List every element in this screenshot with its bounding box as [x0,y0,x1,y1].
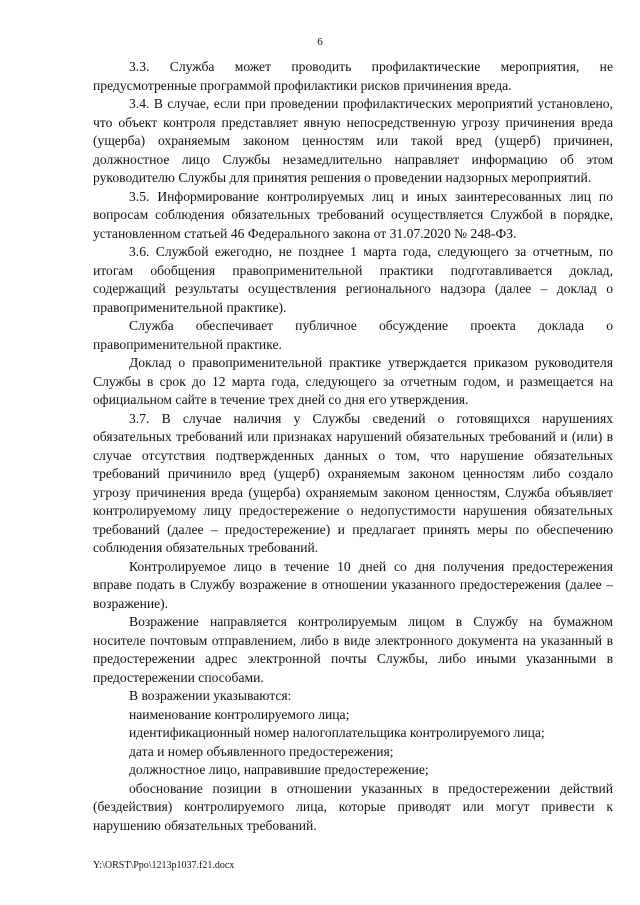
paragraph-report-approval: Доклад о правоприменительной практике утверждается приказом руководителя Службы в срок до 12 марта года, следующего за отчетным годом, и размещается на официальном сайте в течение трех дней со дня его утверждения. [93,355,613,407]
list-item: должностное лицо, направившие предостережение; [129,762,429,777]
paragraph-3-3: 3.3. Служба может проводить профилактические мероприятия, не предусмотренные программой профилактики рисков причинения вреда. [93,59,613,93]
paragraph-objection-right: Контролируемое лицо в течение 10 дней со дня получения предостережения вправе подать в Службу возражение в отношении указанного предостережения (далее – возражение). [93,558,613,611]
paragraph-3-5: 3.5. Информирование контролируемых лиц и иных заинтересованных лиц по вопросам соблюдения обязательных требований осуществляется Службой в порядке, установленном статьей 46 Федерального закона от 31.07.2020 № 248-ФЗ. [93,188,613,241]
document-body [93,58,613,835]
paragraph-discussion: Служба обеспечивает публичное обсуждение проекта доклада о правоприменительной практике. [93,318,613,352]
closing-paragraph: обоснование позиции в отношении указанных в предостережении действий (бездействия) контролируемого лица, которые приводят или могут привести к нарушению обязательных требований. [93,780,613,833]
list-item: идентификационный номер налогоплательщика контролируемого лица; [129,725,545,740]
list-intro: В возражении указываются: [129,688,292,703]
page-number: 6 [317,36,323,48]
paragraph-3-7: 3.7. В случае наличия у Службы сведений о готовящихся нарушениях обязательных требований или признаках нарушений обязательных требований и (или) в случае отсутствия подтвержденных данных о том, что нарушение обязательных требований причинило вред (ущерб) охраняемым законом ценностям либо создало угрозу причинения вреда (ущерба) охраняемым законом ценностям, Служба объявляет контролируемому лицу предостережение о недопустимости нарушения обязательных требований (далее – предостережение) и предлагает принять меры по обеспечению соблюдения обязательных требований. [93,410,613,555]
paragraph-3-6: 3.6. Службой ежегодно, не позднее 1 марта года, следующего за отчетным, по итогам обобщения правоприменительной практики подготавливается доклад, содержащий результаты осуществления регионального надзора (далее – доклад о правоприменительной практике). [93,244,613,315]
paragraph-objection-delivery: Возражение направляется контролируемым лицом в Службу на бумажном носителе почтовым отправлением, либо в виде электронного документа на указанный в предостережении адрес электронной почты Службы, либо иными указанными в предостережении способами. [93,614,613,685]
file-path-footer: Y:\ORST\Ppo\1213p1037.f21.docx [93,860,235,871]
paragraph-3-4: 3.4. В случае, если при проведении профилактических мероприятий установлено, что объект контроля представляет явную непосредственную угрозу причинения вреда (ущерба) охраняемым законом ценностям или такой вред (ущерб) причинен, должностное лицо Службы незамедлительно направляет информацию об этом руководителю Службы для принятия решения о проведении надзорных мероприятий. [93,96,613,185]
list-item: дата и номер объявленного предостережения; [129,743,394,759]
list-item: наименование контролируемого лица; [129,706,350,722]
